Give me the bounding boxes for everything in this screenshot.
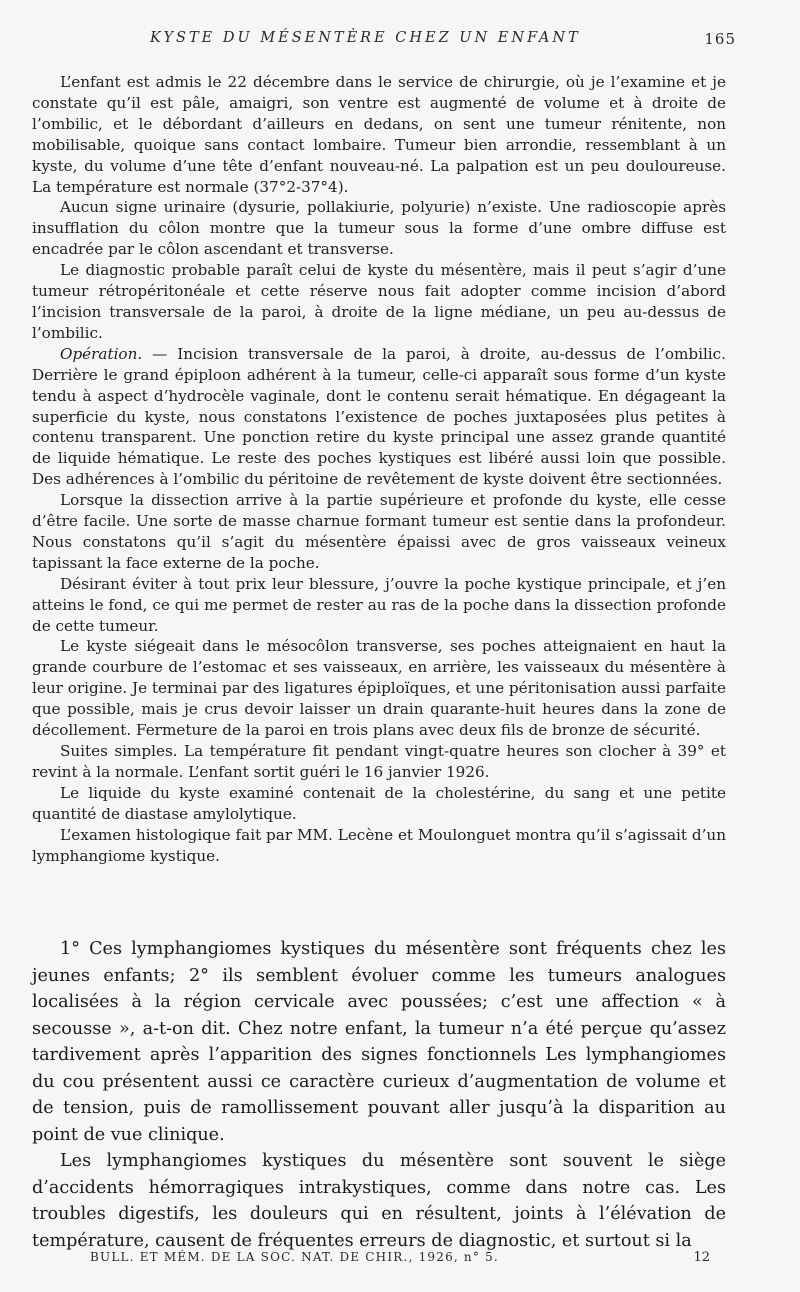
case-paragraph: Aucun signe urinaire (dysurie, pollakiurie, polyurie) n’existe. Une radioscopie après insufflation du côlon montre que la tumeur sous la forme d’une ombre diffuse est encadrée par le côlon ascendant et transverse. [32, 198, 726, 259]
footer-citation: BULL. ET MÉM. DE LA SOC. NAT. DE CHIR., 1926, n° 5. [90, 1250, 499, 1264]
page-footer [90, 1250, 710, 1270]
case-paragraph: Le liquide du kyste examiné contenait de la cholestérine, du sang et une petite quantité de diastase amylolytique. [32, 783, 726, 823]
page-number: 165 [704, 30, 736, 48]
signature-mark: 12 [693, 1250, 710, 1265]
case-paragraph: L’examen histologique fait par MM. Lecène et Moulonguet montra qu’il s’agissait d’un lymphangiome kystique. [32, 825, 726, 865]
case-report [32, 72, 726, 866]
operation-text: — Incision transversale de la paroi, à droite, au-dessus de l’ombilic. Derrière le grand épiploon adhérent à la tumeur, celle-ci apparaît sous forme d’un kyste tendu à aspect d’hydrocèle vaginale, dont le contenu serait hématique. En dégageant la superficie du kyste, nous constatons l’existence de poches juxtaposées plus petites à contenu transparent. Une ponction retire du kyste principal une assez grande quantité de liquide hématique. Le reste des poches kystiques est libéré aussi loin que possible. Des adhérences à l’ombilic du péritoine de revêtement de kyste doivent être sectionnées. [32, 344, 726, 489]
case-paragraph: Désirant éviter à tout prix leur blessure, j’ouvre la poche kystique principale, et j’en atteins le fond, ce qui me permet de rester au ras de la poche dans la dissection profonde de cette tumeur. [32, 574, 726, 635]
discussion [32, 936, 726, 1254]
case-paragraph: Le diagnostic probable paraît celui de kyste du mésentère, mais il peut s’agir d’une tumeur rétropéritonéale et cette réserve nous fait adopter comme incision d’abord l’incision transversale de la paroi, à droite de la ligne médiane, un peu au-dessus de l’ombilic. [32, 261, 726, 342]
running-head [32, 30, 736, 54]
case-paragraph: Suites simples. La température fit pendant vingt-quatre heures son clocher à 39° et revint à la normale. L’enfant sortit guéri le 16 janvier 1926. [32, 742, 726, 781]
discussion-paragraph: 1° Ces lymphangiomes kystiques du mésentère sont fréquents chez les jeunes enfants; 2° ils semblent évoluer comme les tumeurs analogues localisées à la région cervicale avec poussées; c’est une affection « à secousse », a-t-on dit. Chez notre enfant, la tumeur n’a été perçue qu’assez tardivement après l’apparition des signes fonctionnels Les lymphangiomes du cou présentent aussi ce caractère curieux d’augmentation de volume et de tension, puis de ramollissement pouvant aller jusqu’à la disparition au point de vue clinique. [32, 939, 726, 1145]
discussion-paragraph: Les lymphangiomes kystiques du mésentère sont souvent le siège d’accidents hémorragiques intrakystiques, comme dans notre cas. Les troubles digestifs, les douleurs qui en résultent, joints à l’élévation de température, causent de fréquentes erreurs de diagnostic, et surtout si la [32, 1151, 726, 1251]
case-paragraph: Le kyste siégeait dans le mésocôlon transverse, ses poches atteignaient en haut la grande courbure de l’estomac et ses vaisseaux, en arrière, les vaisseaux du mésentère à leur origine. Je terminai par des ligatures épiploïques, et une péritonisation aussi parfaite que possible, mais je crus devoir laisser un drain quarante-huit heures dans la zone de décollement. Fermeture de la paroi en trois plans avec deux fils de bronze de sécurité. [32, 637, 726, 740]
operation-label: Opération. [60, 344, 143, 363]
case-paragraph: Lorsque la dissection arrive à la partie supérieure et profonde du kyste, elle cesse d’être facile. Une sorte de masse charnue formant tumeur est sentie dans la profondeur. Nous constatons qu’il s’agit du mésentère épaissi avec de gros vaisseaux veineux tapissant la face externe de la poche. [32, 491, 726, 572]
journal-page [32, 0, 736, 1292]
case-paragraph: L’enfant est admis le 22 décembre dans le service de chirurgie, où je l’examine et je constate qu’il est pâle, amaigri, son ventre est augmenté de volume et à droite de l’ombilic, et le débordant d’ailleurs en dedans, on sent une tumeur rénitente, non mobilisable, quoique sans contact lombaire. Tumeur bien arrondie, ressemblant à un kyste, du volume d’une tête d’enfant nouveau-né. La palpation est un peu douloureuse. La température est normale (37°2-37°4). [32, 73, 726, 196]
operation-paragraph [32, 344, 726, 490]
running-title: KYSTE DU MÉSENTÈRE CHEZ UN ENFANT [150, 30, 581, 46]
